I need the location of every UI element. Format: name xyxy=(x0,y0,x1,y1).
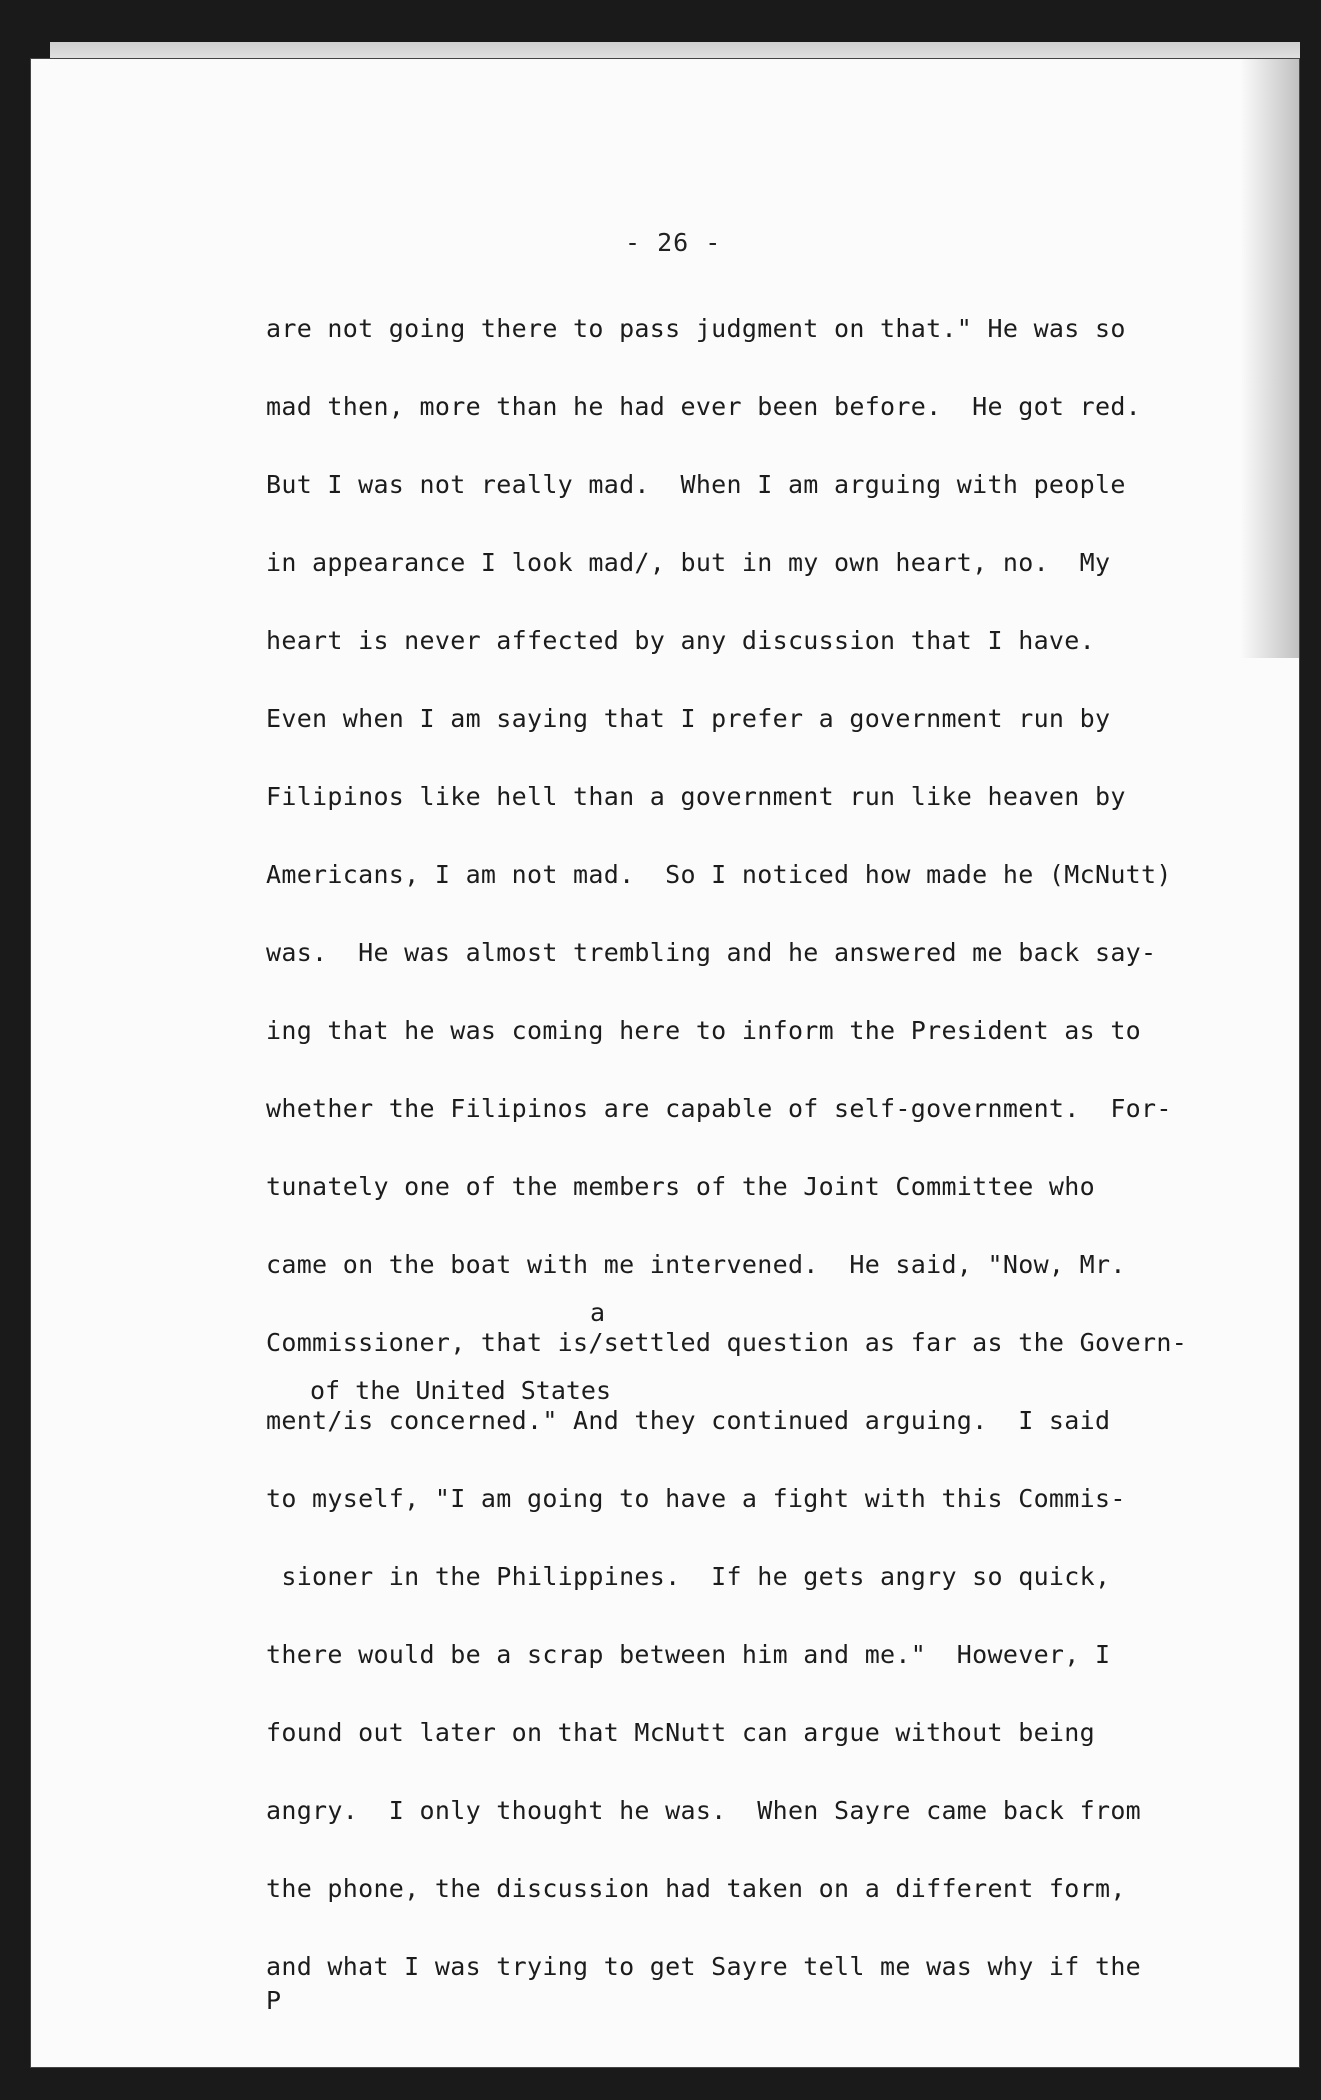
text-line: Commissioner, that is/settled question as far as the Govern- xyxy=(266,1328,1188,1357)
text-line: sioner in the Philippines. If he gets angry so quick, xyxy=(266,1562,1111,1591)
text-line: ing that he was coming here to inform the President as to xyxy=(266,1016,1142,1045)
text-line: the phone, the discussion had taken on a different form, xyxy=(266,1874,1126,1903)
text-line: tunately one of the members of the Joint Committee who xyxy=(266,1172,1095,1201)
page-number: - 26 - xyxy=(625,228,722,257)
text-line: But I was not really mad. When I am arguing with people xyxy=(266,470,1126,499)
text-line: are not going there to pass judgment on that." He was so xyxy=(266,314,1126,343)
text-line: angry. I only thought he was. When Sayre came back from xyxy=(266,1796,1142,1825)
text-line: to myself, "I am going to have a fight with this Commis- xyxy=(266,1484,1126,1513)
typed-insert-united-states: of the United States xyxy=(310,1376,612,1405)
text-line: came on the boat with me intervened. He said, "Now, Mr. xyxy=(266,1250,1126,1279)
text-line: found out later on that McNutt can argue without being xyxy=(266,1718,1095,1747)
text-line: in appearance I look mad∕, but in my own heart, no. My xyxy=(266,548,1111,577)
text-line: Filipinos like hell than a government run like heaven by xyxy=(266,782,1126,811)
text-line: and what I was trying to get Sayre tell me was why if the xyxy=(266,1952,1142,1981)
text-line: P xyxy=(266,1986,282,2015)
text-line: ment/is concerned." And they continued arguing. I said xyxy=(266,1406,1111,1435)
text-line: whether the Filipinos are capable of self-government. For- xyxy=(266,1094,1172,1123)
handwritten-insert-a: a xyxy=(590,1298,606,1327)
typewritten-page xyxy=(30,58,1300,2068)
edge-shadow xyxy=(1240,58,1300,658)
text-line: was. He was almost trembling and he answered me back say- xyxy=(266,938,1157,967)
text-line: there would be a scrap between him and me." However, I xyxy=(266,1640,1111,1669)
text-line: heart is never affected by any discussion that I have. xyxy=(266,626,1095,655)
text-line: mad then, more than he had ever been before. He got red. xyxy=(266,392,1142,421)
text-line: Even when I am saying that I prefer a government run by xyxy=(266,704,1111,733)
text-line: Americans, I am not mad. So I noticed how made he (McNutt) xyxy=(266,860,1172,889)
